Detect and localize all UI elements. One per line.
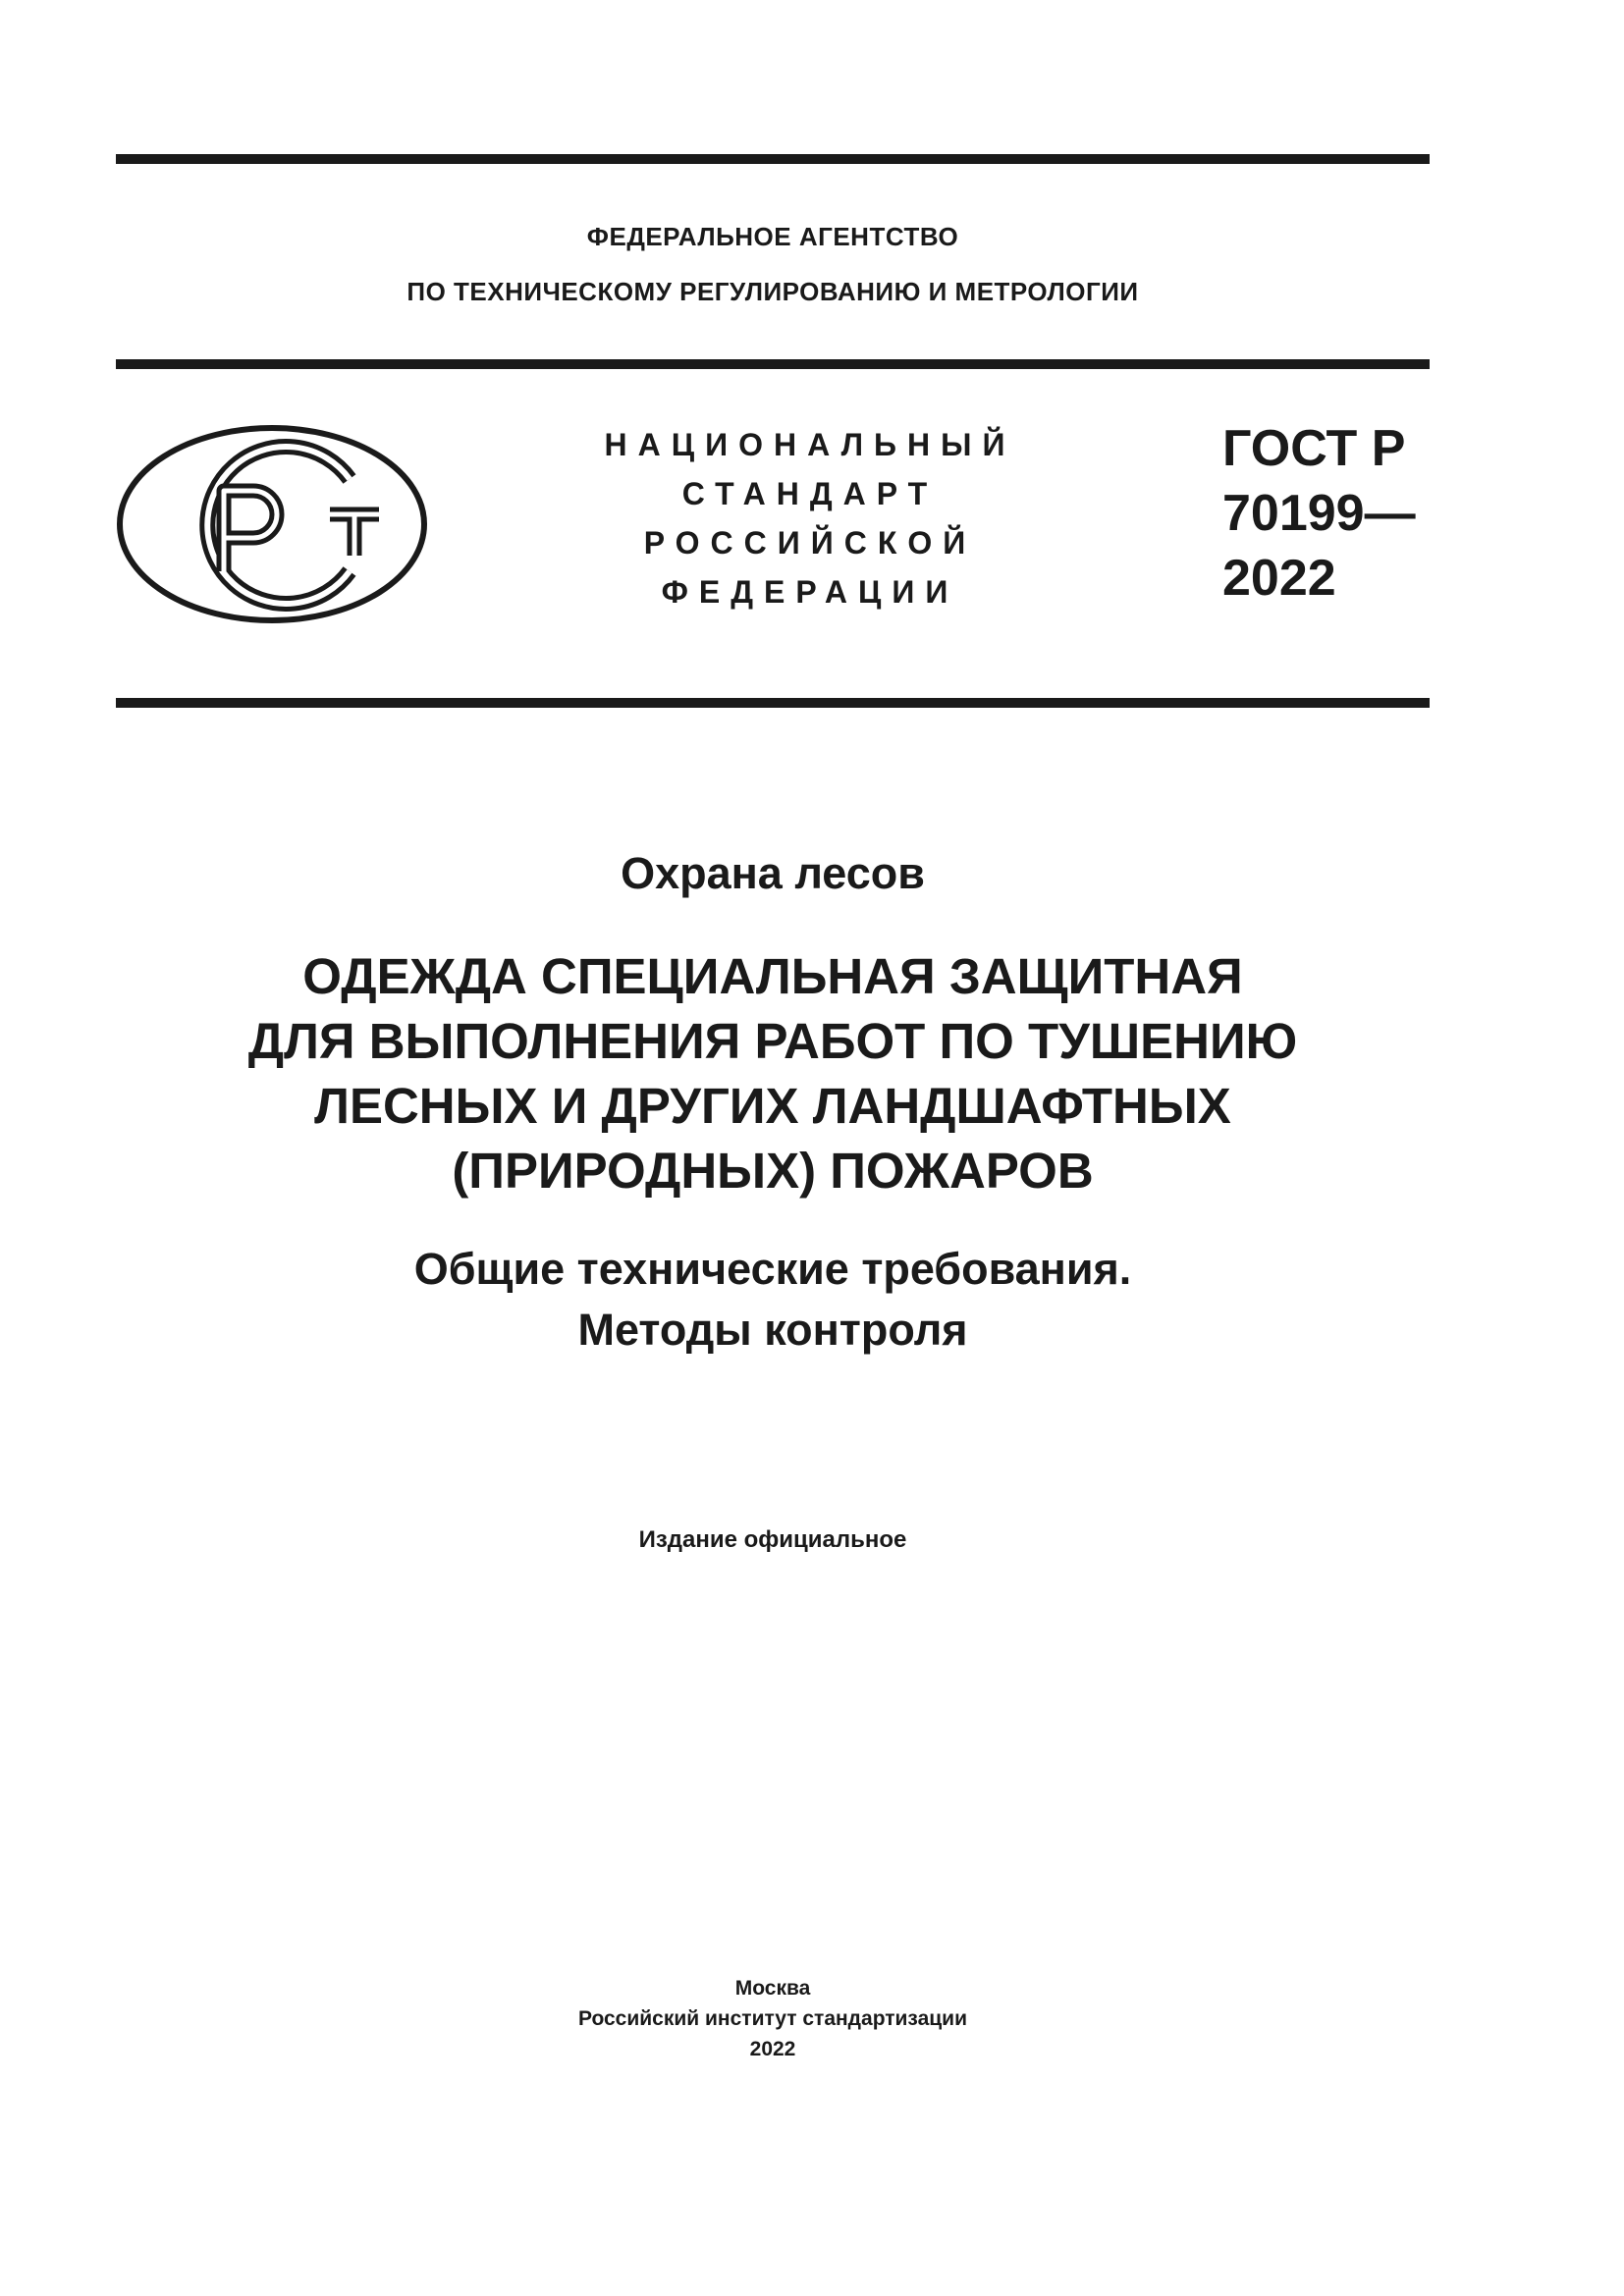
national-standard-line-3: РОССИЙСКОЙ bbox=[643, 525, 977, 561]
edition-note: Издание официальное bbox=[638, 1526, 907, 1553]
document-main-title bbox=[116, 944, 1430, 1203]
national-standard-label bbox=[550, 420, 1070, 616]
document-topic: Охрана лесов bbox=[621, 848, 925, 898]
agency-name-line-2: ПО ТЕХНИЧЕСКОМУ РЕГУЛИРОВАНИЮ И МЕТРОЛОГИИ bbox=[406, 277, 1139, 306]
national-standard-line-1: НАЦИОНАЛЬНЫЙ bbox=[604, 427, 1016, 462]
subtitle-line-2: Методы контроля bbox=[577, 1305, 968, 1355]
standard-designation bbox=[1222, 416, 1416, 611]
imprint-city: Москва bbox=[734, 1977, 811, 2000]
main-title-line-4: (ПРИРОДНЫХ) ПОЖАРОВ bbox=[452, 1143, 1094, 1199]
imprint-year: 2022 bbox=[749, 2038, 796, 2060]
header-divider-rule bbox=[116, 359, 1430, 369]
designation-line-1: ГОСТ Р bbox=[1222, 420, 1406, 477]
top-rule bbox=[116, 154, 1430, 164]
national-standard-line-2: СТАНДАРТ bbox=[681, 476, 939, 511]
title-divider-rule bbox=[116, 698, 1430, 708]
main-title-line-1: ОДЕЖДА СПЕЦИАЛЬНАЯ ЗАЩИТНАЯ bbox=[302, 948, 1243, 1004]
subtitle-line-1: Общие технические требования. bbox=[413, 1244, 1132, 1294]
rst-logo-icon bbox=[116, 424, 428, 624]
document-subtitle bbox=[116, 1239, 1430, 1361]
main-title-line-2: ДЛЯ ВЫПОЛНЕНИЯ РАБОТ ПО ТУШЕНИЮ bbox=[247, 1013, 1298, 1069]
designation-line-2: 70199— bbox=[1222, 485, 1416, 542]
agency-name-line-1: ФЕДЕРАЛЬНОЕ АГЕНТСТВО bbox=[586, 222, 959, 251]
main-title-line-3: ЛЕСНЫХ И ДРУГИХ ЛАНДШАФТНЫХ bbox=[314, 1078, 1231, 1134]
designation-line-3: 2022 bbox=[1222, 550, 1336, 607]
imprint bbox=[116, 1973, 1430, 2064]
national-standard-line-4: ФЕДЕРАЦИИ bbox=[661, 574, 959, 610]
imprint-publisher: Российский институт стандартизации bbox=[577, 2007, 968, 2030]
